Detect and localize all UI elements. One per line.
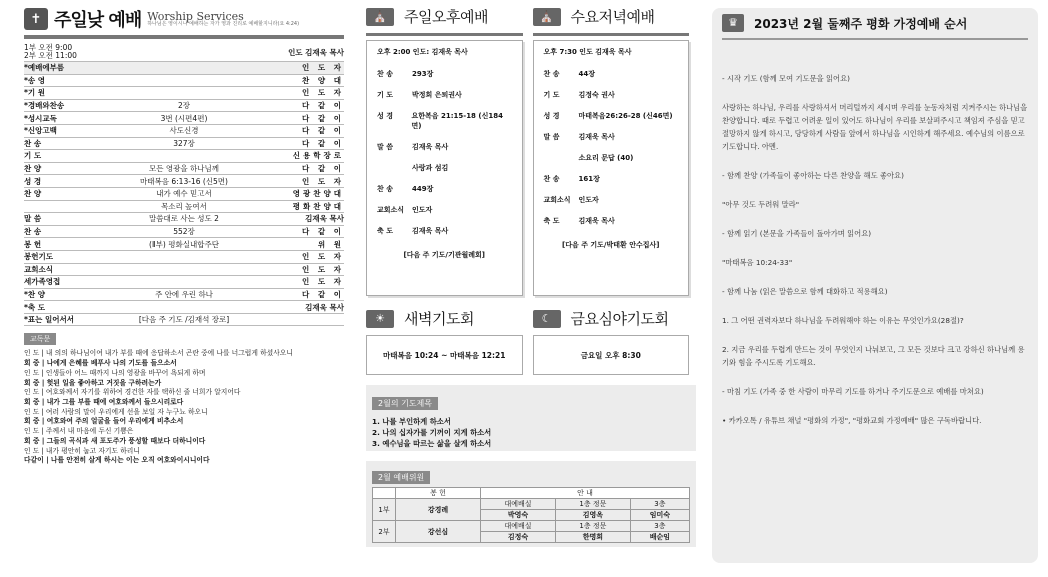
afternoon-row-label: 찬 송 <box>377 185 393 193</box>
wednesday-row-value: 161장 <box>578 175 600 183</box>
morning-title: 주일낮 예배 <box>54 10 142 31</box>
committee-row <box>373 499 690 510</box>
committee-offering: 강경례 <box>396 499 481 521</box>
worship-item-detail: (Ⅱ부) 평화실내합주단 <box>149 239 219 249</box>
worship-row <box>24 175 344 188</box>
morning-verse: 하나님은 영이시니 예배하는 자가 영과 진리로 예배할지니라(요 4:24) <box>147 21 300 27</box>
family-paragraph: • 카카오톡 / 유튜브 채널 "평화의 가정", "평화교회 가정예배" 많은 구독바랍니다. <box>722 416 982 425</box>
wednesday-title: 수요저녁예배 <box>570 8 655 26</box>
responsive-line: 다같이 | 나를 안전히 살게 하시는 이는 오직 여호와이시니이다 <box>24 456 210 465</box>
worship-item-label: *찬 양 <box>24 289 46 299</box>
worship-item-label: 찬 양 <box>24 189 42 199</box>
responsive-line: 인 도 | 내가 평안히 눕고 자기도 하리니 <box>24 446 140 455</box>
prayer-item: 1. 나를 부인하게 하소서 <box>372 417 451 426</box>
responsive-speaker: 회 중 <box>24 378 40 387</box>
afternoon-row-label: 기 도 <box>377 91 393 99</box>
worship-item-leader: 인 도 자 <box>302 277 344 287</box>
committee-part: 2부 <box>373 521 396 543</box>
committee-guide-place: 3층 <box>630 499 689 510</box>
worship-item-detail: 목소리 높여서 <box>161 201 207 211</box>
wednesday-box <box>533 40 690 296</box>
afternoon-title: 주일오후예배 <box>404 8 488 26</box>
afternoon-row <box>377 226 512 236</box>
wednesday-row <box>544 174 679 184</box>
family-paragraph: 1. 그 어떤 권력자보다 하나님을 두려워해야 하는 이유는 무엇인가요(28절)? <box>722 316 964 325</box>
worship-item-label: *예배에부름 <box>24 63 65 73</box>
committee-guide-name: 김영옥 <box>556 510 631 521</box>
dawn-title: 새벽기도회 <box>404 310 474 328</box>
responsive-speaker: 인 도 <box>24 388 40 397</box>
worship-item-detail: 마태복음 6:13-16 (신5면) <box>140 176 228 186</box>
family-paragraph: - 마침 기도 (가족 중 한 사람이 마무리 기도를 하거나 주기도문으로 예배를 마쳐요) <box>722 387 984 396</box>
worship-item-leader: 다 같 이 <box>302 164 344 174</box>
wednesday-row <box>544 153 679 163</box>
worship-row <box>24 201 344 214</box>
worship-item-leader: 인 도 자 <box>302 176 344 186</box>
time-2: 2부 오전 11:00 <box>24 51 77 60</box>
responsive-line: 인 도 | 여러 사람의 말이 우리에게 선을 보일 자 누구뇨 하오니 <box>24 407 208 416</box>
wednesday-next: [다음 주 기도/박태환 안수집사] <box>562 241 660 249</box>
afternoon-row <box>377 111 512 131</box>
worship-item-detail: 3번 (시편4편) <box>160 113 208 123</box>
cross-icon: ✝ <box>24 8 48 30</box>
committee-offering: 강선심 <box>396 521 481 543</box>
responsive-line: 회 중 | 그들의 곡식과 새 포도주가 풍성할 때보다 더하니이다 <box>24 436 206 445</box>
worship-row <box>24 188 344 201</box>
committee-guide-place: 1층 정문 <box>556 521 631 532</box>
wednesday-row <box>544 69 679 79</box>
offering-head: 봉 헌 <box>396 488 481 499</box>
family-paragraph: - 함께 찬양 (가족들이 좋아하는 다른 찬양을 해도 좋아요) <box>722 171 904 180</box>
responsive-speaker: 회 중 <box>24 436 40 445</box>
worship-item-label: 교회소식 <box>24 264 53 274</box>
afternoon-row <box>377 205 512 215</box>
worship-row <box>24 87 344 100</box>
worship-item-detail: [다음 주 기도 /김재석 장로] <box>138 315 230 325</box>
worship-item-label: *성시교독 <box>24 113 57 123</box>
afternoon-row-value: 박정희 은퇴권사 <box>412 91 462 99</box>
morning-header <box>24 6 344 32</box>
committee-section <box>366 461 696 547</box>
worship-item-label: 세가족영접 <box>24 277 61 287</box>
committee-table <box>372 487 690 543</box>
worship-item-detail: 327장 <box>173 138 195 148</box>
worship-item-leader: 다 같 이 <box>302 289 344 299</box>
wednesday-row-label: 성 경 <box>543 112 560 120</box>
responsive-line: 회 중 | 여호와여 주의 얼굴을 들어 우리에게 비추소서 <box>24 417 184 426</box>
prayer-title: 2월의 기도제목 <box>372 397 438 410</box>
responsive-text: 그들의 곡식과 새 포도주가 풍성할 때보다 더하니이다 <box>46 436 206 445</box>
worship-item-label: *기 원 <box>24 88 46 98</box>
responsive-line: 회 중 | 헛된 일을 좋아하고 거짓을 구하려는가 <box>24 378 162 387</box>
worship-item-label: 말 씀 <box>24 214 42 224</box>
worship-item-label: 봉헌기도 <box>24 252 53 262</box>
worship-item-leader: 인 도 자 <box>302 264 344 274</box>
worship-item-leader: 다 같 이 <box>302 126 344 136</box>
friday-text: 금요일 오후 8:30 <box>533 335 690 375</box>
worship-item-leader: 인 도 자 <box>302 63 344 73</box>
responsive-reading <box>24 349 344 465</box>
wednesday-row-label: 축 도 <box>543 217 560 225</box>
responsive-speaker: 회 중 <box>24 397 40 406</box>
afternoon-row-value: 김재욱 목사 <box>412 227 449 235</box>
church-icon: ⛪ <box>366 8 394 26</box>
worship-row <box>24 62 344 75</box>
worship-row <box>24 289 344 302</box>
committee-guide-name: 김정숙 <box>481 532 556 543</box>
worship-row <box>24 238 344 251</box>
morning-subtitle-en: Worship Services <box>147 10 244 23</box>
committee-guide-name: 박영숙 <box>481 510 556 521</box>
afternoon-time: 오후 2:00 인도: 김재욱 목사 <box>377 48 468 56</box>
responsive-speaker: 회 중 <box>24 359 40 368</box>
afternoon-row-value: 449장 <box>412 185 434 193</box>
wednesday-row <box>544 111 679 121</box>
responsive-text: 여호와여 주의 얼굴을 들어 우리에게 비추소서 <box>46 417 184 426</box>
worship-item-detail: 2장 <box>177 101 191 111</box>
worship-row <box>24 251 344 264</box>
wednesday-row-value: 44장 <box>578 70 596 78</box>
responsive-text: 여러 사람의 말이 우리에게 선을 보일 자 누구뇨 하오니 <box>45 407 208 416</box>
responsive-line: 회 중 | 나에게 은혜를 베푸사 나의 기도를 들으소서 <box>24 359 177 368</box>
afternoon-row-value: 김재욱 목사 <box>412 143 449 151</box>
committee-title: 2월 예배위원 <box>372 471 430 484</box>
worship-item-label: 찬 송 <box>24 138 42 148</box>
dawn-text: 마태복음 10:24 ~ 마태복음 12:21 <box>366 335 523 375</box>
wednesday-row <box>544 90 679 100</box>
worship-row <box>24 163 344 176</box>
responsive-speaker: 인 도 <box>24 349 40 358</box>
wednesday-row-value: 김재욱 목사 <box>578 133 615 141</box>
worship-item-label: *경배와찬송 <box>24 101 65 111</box>
afternoon-row-label: 성 경 <box>377 112 393 120</box>
afternoon-row-value: 인도자 <box>412 206 433 214</box>
prayer-item: 2. 나의 십자가를 기꺼이 지게 하소서 <box>372 428 492 437</box>
wednesday-row-label: 찬 송 <box>543 175 560 183</box>
afternoon-row-value: 293장 <box>412 70 434 78</box>
committee-guide-place: 대예배실 <box>481 499 556 510</box>
afternoon-row-label: 교회소식 <box>377 206 405 214</box>
responsive-text: 헛된 일을 좋아하고 거짓을 구하려는가 <box>46 378 162 387</box>
worship-item-leader: 다 같 이 <box>302 113 344 123</box>
responsive-line: 회 중 | 내가 그를 부를 때에 여호와께서 들으시리로다 <box>24 397 184 406</box>
worship-item-detail: 모든 영광을 하나님께 <box>149 164 219 174</box>
worship-item-leader: 찬 양 대 <box>302 75 344 85</box>
wednesday-row-label: 찬 송 <box>543 70 560 78</box>
worship-item-leader: 인 도 자 <box>302 88 344 98</box>
wednesday-row <box>544 132 679 142</box>
worship-item-leader: 김재욱 목사 <box>305 214 344 224</box>
friday-title: 금요심야기도회 <box>570 310 669 328</box>
afternoon-row-label: 말 씀 <box>377 143 393 151</box>
worship-row <box>24 213 344 226</box>
responsive-speaker: 인 도 <box>24 407 40 416</box>
worship-row <box>24 138 344 151</box>
worship-item-label: 봉 헌 <box>24 239 42 249</box>
family-paragraph: "마태복음 10:24-33" <box>722 258 793 267</box>
leader: 인도 김재욱 목사 <box>288 47 344 57</box>
worship-item-leader: 다 같 이 <box>302 101 344 111</box>
committee-guide-name: 배순임 <box>630 532 689 543</box>
committee-row <box>373 521 690 532</box>
worship-row <box>24 100 344 113</box>
wednesday-row-value: 마태복음26:26-28 (신46면) <box>578 112 673 120</box>
committee-part: 1부 <box>373 499 396 521</box>
worship-item-label: 기 도 <box>24 151 42 161</box>
committee-guide-name: 한명희 <box>556 532 631 543</box>
moon-icon: ☾ <box>533 310 561 328</box>
prayer-section <box>366 385 696 451</box>
worship-row <box>24 150 344 163</box>
wednesday-row-value: 김재욱 목사 <box>578 217 615 225</box>
worship-item-leader: 영광찬양대 <box>292 189 344 199</box>
responsive-line: 인 도 | 내 의의 하나님이여 내가 부를 때에 응답하소서 곤란 중에 나를 너그럽게 하셨사오니 <box>24 349 293 358</box>
responsive-line: 인 도 | 주께서 내 마음에 두신 기쁨은 <box>24 427 134 436</box>
family-paragraph: 사랑하는 하나님, 우리를 사랑하셔서 머리털까지 세시며 우리를 눈동자처럼 지켜주시는 하나님을 찬양합니다. 때로 두렵고 어려운 일이 있어도 하나님이 우리를 보살펴주시고 책임져 주심을 믿고 절망하지 않게 하시고, 당당하게 사람들 앞에서 하나님을 시인하게 해주세요. 예수님의 이름으로 기도합니다. 아멘. <box>722 103 1028 151</box>
worship-item-detail: 내가 예수 믿고서 <box>156 189 212 199</box>
afternoon-row-value: 사랑과 섬김 <box>412 164 449 172</box>
worship-item-label: 찬 양 <box>24 164 42 174</box>
worship-item-leader: 다 같 이 <box>302 227 344 237</box>
wednesday-row-label <box>544 153 579 163</box>
wednesday-row <box>544 195 679 205</box>
family-worship-panel <box>712 8 1038 563</box>
responsive-text: 여호와께서 자기를 위하여 경건한 자를 택하신 줄 너희가 알지어다 <box>45 388 241 397</box>
responsive-text: 내가 평안히 눕고 자기도 하리니 <box>45 446 140 455</box>
afternoon-row <box>377 184 512 194</box>
afternoon-row <box>377 163 512 173</box>
committee-guide-name: 임미숙 <box>630 510 689 521</box>
crown-icon: ♛ <box>722 14 744 32</box>
afternoon-row-value: 요한복음 21:15-18 (신184면) <box>411 112 503 130</box>
worship-row <box>24 226 344 239</box>
divider <box>24 35 344 39</box>
responsive-speaker: 인 도 <box>24 427 40 436</box>
responsive-text: 인생들아 어느 때까지 나의 영광을 바꾸어 욕되게 하며 <box>45 368 206 377</box>
responsive-speaker: 인 도 <box>24 368 40 377</box>
worship-row <box>24 112 344 125</box>
prayer-item: 3. 예수님을 따르는 삶을 살게 하소서 <box>372 439 492 448</box>
worship-item-detail: 말씀대로 사는 성도 2 <box>149 214 219 224</box>
committee-guide-place: 1층 정문 <box>556 499 631 510</box>
worship-item-leader: 김재욱 목사 <box>305 302 344 312</box>
afternoon-row <box>377 69 512 79</box>
worship-row <box>24 301 344 314</box>
responsive-text: 내가 그를 부를 때에 여호와께서 들으시리로다 <box>46 397 184 406</box>
wednesday-time: 오후 7:30 인도 김재욱 목사 <box>543 48 632 56</box>
wednesday-row-label: 말 씀 <box>543 133 560 141</box>
order-of-worship <box>24 43 344 326</box>
family-paragraph: 2. 지금 우리를 두렵게 만드는 것이 무엇인지 나눠보고, 그 모든 것보다 크고 강하신 하나님께 용기와 힘을 주시도록 기도해요. <box>722 345 1025 367</box>
worship-item-detail: 주 안에 우린 하나 <box>155 289 213 299</box>
worship-item-leader: 위 원 <box>317 239 344 249</box>
family-paragraph: - 시작 기도 (함께 모여 기도문을 읽어요) <box>722 74 850 83</box>
responsive-text: 나를 안전히 살게 하시는 이는 오직 여호와이시니이다 <box>50 456 210 465</box>
family-title: 2023년 2월 둘째주 평화 가정예배 순서 <box>754 16 968 31</box>
family-paragraph: - 함께 읽기 (본문을 가족들이 돌아가며 읽어요) <box>722 229 872 238</box>
wednesday-row-value: 소요리 문답 (40) <box>578 154 634 162</box>
wednesday-row-label: 기 도 <box>543 91 560 99</box>
worship-item-detail: 552장 <box>173 227 195 237</box>
responsive-speaker: 다같이 <box>24 456 44 465</box>
worship-item-leader: 신용학장로 <box>292 151 344 161</box>
guide-head: 안 내 <box>481 488 690 499</box>
worship-row <box>24 276 344 289</box>
worship-item-label: *표는 일어서서 <box>24 315 75 325</box>
worship-item-leader: 인 도 자 <box>302 252 344 262</box>
worship-item-label: 찬 송 <box>24 227 42 237</box>
worship-item-label: *신앙고백 <box>24 126 57 136</box>
responsive-speaker: 회 중 <box>24 417 40 426</box>
worship-row <box>24 125 344 138</box>
committee-guide-place: 대예배실 <box>481 521 556 532</box>
wednesday-row-label: 교회소식 <box>543 196 571 204</box>
wednesday-row-value: 김정숙 권사 <box>578 91 615 99</box>
afternoon-next: [다음 주 기도/기관월례회] <box>403 251 485 259</box>
responsive-speaker: 인 도 <box>24 446 40 455</box>
responsive-line: 인 도 | 여호와께서 자기를 위하여 경건한 자를 택하신 줄 너희가 알지어다 <box>24 388 241 397</box>
afternoon-row-label: 축 도 <box>377 227 393 235</box>
church-icon: ⛪ <box>533 8 561 26</box>
worship-item-leader: 평화찬양대 <box>292 201 344 211</box>
responsive-text: 내 의의 하나님이여 내가 부를 때에 응답하소서 곤란 중에 나를 너그럽게 하셨사오니 <box>45 349 293 358</box>
worship-item-detail: 사도신경 <box>169 126 199 136</box>
responsive-badge: 교독문 <box>24 333 56 345</box>
worship-item-label: *축 도 <box>24 302 46 312</box>
worship-item-label: *송 영 <box>24 75 46 85</box>
wednesday-row <box>544 216 679 226</box>
sun-icon: ☀ <box>366 310 394 328</box>
worship-row <box>24 75 344 88</box>
responsive-text: 나에게 은혜를 베푸사 나의 기도를 들으소서 <box>46 359 177 368</box>
worship-row <box>24 314 344 327</box>
committee-guide-place: 3층 <box>630 521 689 532</box>
responsive-line: 인 도 | 인생들아 어느 때까지 나의 영광을 바꾸어 욕되게 하며 <box>24 368 206 377</box>
responsive-text: 주께서 내 마음에 두신 기쁨은 <box>45 427 134 436</box>
worship-item-leader: 다 같 이 <box>302 138 344 148</box>
worship-row <box>24 264 344 277</box>
time-1: 1부 오전 9:00 <box>24 43 73 52</box>
afternoon-row <box>377 142 512 152</box>
afternoon-row <box>377 90 512 100</box>
morning-worship-panel <box>0 0 352 577</box>
afternoon-row-label <box>377 163 412 173</box>
family-paragraph: "아무 것도 두려워 말라" <box>722 200 800 209</box>
wednesday-row-value: 인도자 <box>578 196 599 204</box>
services-panel <box>352 0 697 577</box>
worship-item-label: 성 경 <box>24 176 42 186</box>
afternoon-row-label: 찬 송 <box>377 70 393 78</box>
family-paragraph: - 함께 나눔 (읽은 말씀으로 함께 대화하고 적용해요) <box>722 287 888 296</box>
afternoon-box <box>366 40 523 296</box>
